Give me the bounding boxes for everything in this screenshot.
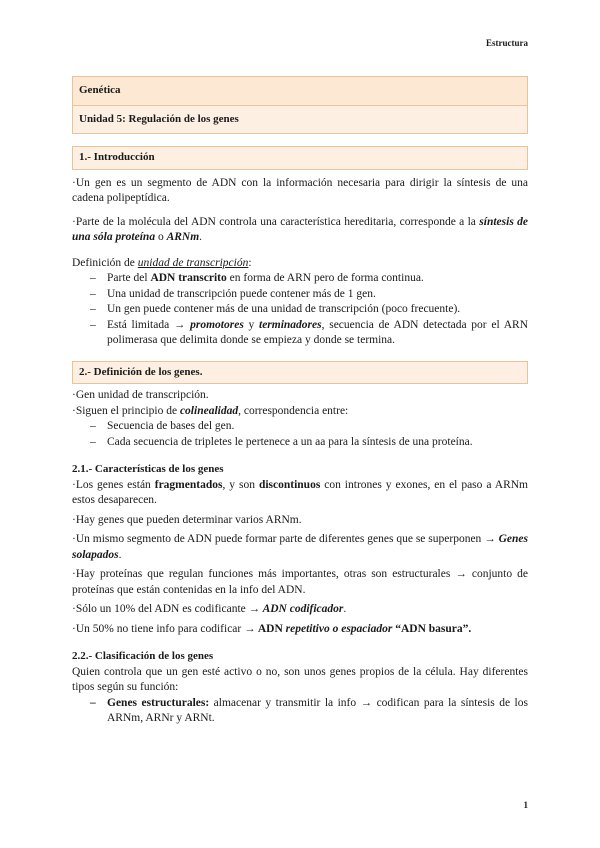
list-item: – Está limitada → promotores y terminadores, secuencia de ADN detectada por el ARN polimerasa que delimita donde se empieza y donde se termina.: [90, 318, 528, 349]
s21-paragraph-3: ·Un mismo segmento de ADN puede formar parte de diferentes genes que se superponen → Genes solapados.: [72, 533, 528, 561]
s1-paragraph-2: ·Parte de la molécula del ADN controla una característica hereditaria, corresponde a la síntesis de una sóla proteína o ARNm.: [72, 215, 529, 243]
section-2-heading: 2.- Definición de los genes.: [72, 361, 528, 385]
s2-paragraph-1: ·Gen unidad de transcripción.: [72, 389, 209, 401]
unit-title: Unidad 5: Regulación de los genes: [73, 105, 527, 134]
subject-title: Genética: [79, 84, 121, 96]
s21-paragraph-5: ·Sólo un 10% del ADN es codificante → ADN codificador.: [72, 603, 347, 615]
s21-paragraph-6: ·Un 50% no tiene info para codificar → ADN repetitivo o espaciador “ADN basura”.: [72, 622, 472, 635]
s1-paragraph-1: ·Un gen es un segmento de ADN con la información necesaria para dirigir la síntesis de una cadena polipeptídica.: [72, 176, 528, 204]
s22-paragraph-1: Quien controla que un gen esté activo o no, son unos genes propios de la célula. Hay diferentes tipos según su función:: [72, 665, 528, 693]
list-item: – Genes estructurales: almacenar y transmitir la info → codifican para la síntesis de los ARNm, ARNr y ARNt.: [90, 696, 528, 727]
page-content: [72, 76, 528, 727]
list-item: – Parte del ADN transcrito en forma de ARN pero de forma continua.: [90, 271, 528, 287]
s21-paragraph-4: ·Hay proteínas que regulan funciones más importantes, otras son estructurales → conjunto de proteínas que están contenidas en la info del ADN.: [72, 568, 528, 596]
section-2-2-heading: 2.2.- Clasificación de los genes: [72, 650, 214, 662]
section-2-1-heading: 2.1.- Características de los genes: [72, 463, 224, 475]
list-item: – Cada secuencia de tripletes le pertenece a un aa para la síntesis de una proteína.: [90, 435, 528, 451]
list-item: – Secuencia de bases del gen.: [90, 419, 528, 435]
s21-paragraph-1: ·Los genes están fragmentados, y son discontinuos con intrones y exones, en el paso a ARNm estos desaparecen.: [72, 478, 528, 506]
title-box: [72, 76, 528, 134]
s22-list: [72, 696, 528, 727]
s1-definition-list: [72, 271, 528, 349]
section-1-heading: 1.- Introducción: [72, 146, 528, 170]
running-header: Estructura: [486, 38, 528, 48]
page-number: 1: [523, 800, 528, 810]
s2-paragraph-2: ·Siguen el principio de colinealidad, correspondencia entre:: [72, 404, 349, 417]
list-item: – Una unidad de transcripción puede contener más de 1 gen.: [90, 287, 528, 303]
s1-definition: Definición de unidad de transcripción:: [72, 256, 252, 269]
s21-paragraph-2: ·Hay genes que pueden determinar varios ARNm.: [72, 513, 302, 526]
list-item: – Un gen puede contener más de una unidad de transcripción (poco frecuente).: [90, 302, 528, 318]
s2-list: [72, 419, 528, 450]
